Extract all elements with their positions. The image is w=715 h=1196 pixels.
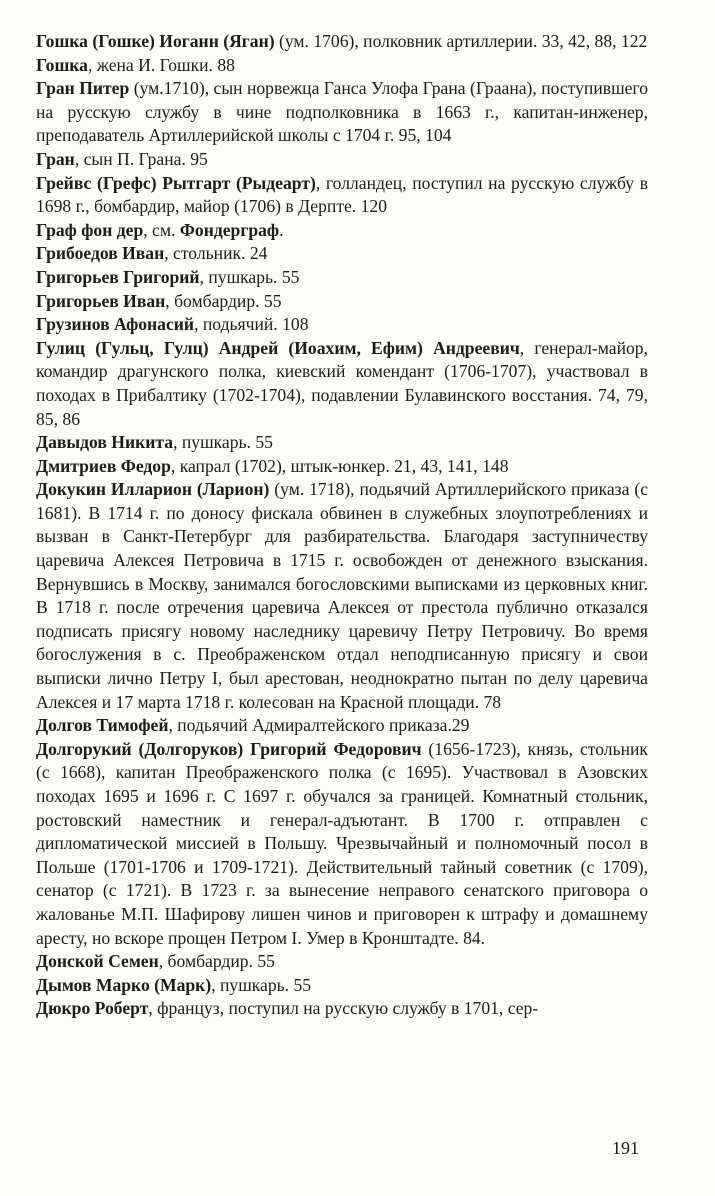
entry-text: , бомбардир. 55	[158, 951, 275, 972]
index-entry	[36, 54, 648, 78]
entry-text: , генерал-майор, командир драгунского полка, киевский комендант (1706-1707), участвовал в походах в Прибалтику (1702-1704), подавлении Булавинского восстания. 74, 79, 85, 86	[36, 337, 648, 429]
entry-text: , голландец, поступил на русскую службу в 1698 г., бомбардир, майор (1706) в Дерпте. 120	[36, 172, 648, 217]
entry-text: , француз, поступил на русскую службу в 1701, сер-	[148, 998, 539, 1019]
entry-text: , пушкарь. 55	[173, 432, 273, 453]
entry-name: Гран	[36, 148, 75, 169]
entry-name: Дюкро Роберт	[36, 998, 149, 1019]
entry-text: , жена И. Гошки. 88	[87, 54, 235, 75]
index-entry	[36, 431, 648, 455]
entry-name: Граф фон дер	[36, 219, 144, 240]
name-index	[36, 30, 648, 1021]
index-entry	[36, 478, 648, 714]
index-entry	[36, 950, 648, 974]
entry-text: , см.	[143, 219, 180, 240]
entry-text: (1656-1723), князь, стольник (с 1668), капитан Преображенского полка (с 1695). Участвовал в Азовских походах 1695 и 1696 г. С 1697 г. обучался за границей. Комнатный стольник, ростовский наместник и генерал-адъютант. В 1700 г. отправлен с дипломатической миссией в Польшу. Чрезвычайный и полномочный посол в Польше (1701-1706 и 1709-1721). Действительный тайный советник (с 1709), сенатор (с 1721). В 1723 г. за вынесение неправого сенатского приговора о жалованье М.П. Шафирову лишен чинов и приговорен к штрафу и домашнему аресту, но вскоре прощен Петром I. Умер в Кронштадте. 84.	[36, 738, 648, 948]
entry-text: , пушкарь. 55	[199, 266, 300, 287]
entry-name: Долгов Тимофей	[36, 715, 169, 736]
entry-text: , бомбардир. 55	[165, 290, 282, 311]
index-entry	[36, 266, 648, 290]
index-entry	[36, 30, 648, 54]
entry-name: Гулиц (Гульц, Гулц) Андрей (Иоахим, Ефим) Андреевич	[36, 337, 520, 358]
index-entry	[36, 148, 648, 172]
entry-name: Долгорукий (Долгоруков) Григорий Федорович	[36, 738, 422, 759]
entry-text: (ум.1710), сын норвежца Ганса Улофа Грана (Граана), поступившего на русскую службу в чине подполковника в 1663 г., капитан-инженер, преподаватель Артиллерийской школы с 1704 г. 95, 104	[36, 78, 648, 146]
entry-text: , подьячий. 108	[194, 314, 309, 335]
index-entry	[36, 738, 648, 950]
index-entry	[36, 313, 648, 337]
index-entry	[36, 172, 648, 219]
entry-text: , капрал (1702), штык-юнкер. 21, 43, 141, 148	[170, 455, 509, 476]
index-entry	[36, 997, 648, 1021]
entry-name: Дымов Марко (Марк)	[36, 974, 212, 995]
entry-text: , пушкарь. 55	[211, 974, 312, 995]
entry-cross-reference: Фондерграф	[179, 219, 280, 240]
entry-name: Гран Питер	[36, 78, 130, 99]
index-entry	[36, 714, 648, 738]
index-entry	[36, 77, 648, 148]
index-entry	[36, 290, 648, 314]
entry-text: , подьячий Адмиралтейского приказа.29	[168, 715, 470, 736]
entry-text: (ум. 1718), подьячий Артиллерийского приказа (с 1681). В 1714 г. по доносу фискала обвинен в служебных злоупотреблениях и вызван в Санкт-Петербург для разбирательства. Благодаря заступничеству царевича Алексея Петровича в 1715 г. освобожден от денежного взыскания. Вернувшись в Москву, занимался богословскими выписками из церковных книг. В 1718 г. после отречения царевича Алексея от престола публично отказался подписать присягу новому наследнику царевичу Петру Петровичу. Во время богослужения в с. Преображенском отдал неподписанную присягу и свои выписки лично Петру I, был арестован, неоднократно пытан по делу царевича Алексея и 17 марта 1718 г. колесован на Красной площади. 78	[36, 479, 649, 712]
entry-text: , сын П. Грана. 95	[74, 148, 208, 169]
index-entry	[36, 337, 648, 431]
entry-name: Донской Семен	[36, 951, 159, 972]
page-number: 191	[612, 1138, 639, 1158]
index-entry	[36, 242, 648, 266]
entry-name: Давыдов Никита	[36, 432, 174, 453]
entry-text: , стольник. 24	[164, 243, 268, 264]
index-entry	[36, 455, 648, 479]
entry-name: Дмитриев Федор	[36, 455, 171, 476]
entry-name: Гошка (Гошке) Иоганн (Яган)	[36, 31, 275, 51]
entry-name: Грейвс (Грефс) Рытгарт (Рыдеарт)	[36, 172, 316, 193]
entry-name: Грибоедов Иван	[36, 243, 165, 264]
entry-name: Докукин Илларион (Ларион)	[36, 479, 270, 500]
index-entry	[36, 219, 648, 243]
entry-name: Гошка	[36, 54, 88, 75]
entry-name: Григорьев Григорий	[36, 266, 200, 287]
index-entry	[36, 974, 648, 998]
entry-name: Грузинов Афонасий	[36, 314, 195, 335]
entry-name: Григорьев Иван	[36, 290, 166, 311]
entry-text: (ум. 1706), полковник артиллерии. 33, 42, 88, 122	[274, 31, 648, 51]
entry-text: .	[279, 219, 284, 240]
